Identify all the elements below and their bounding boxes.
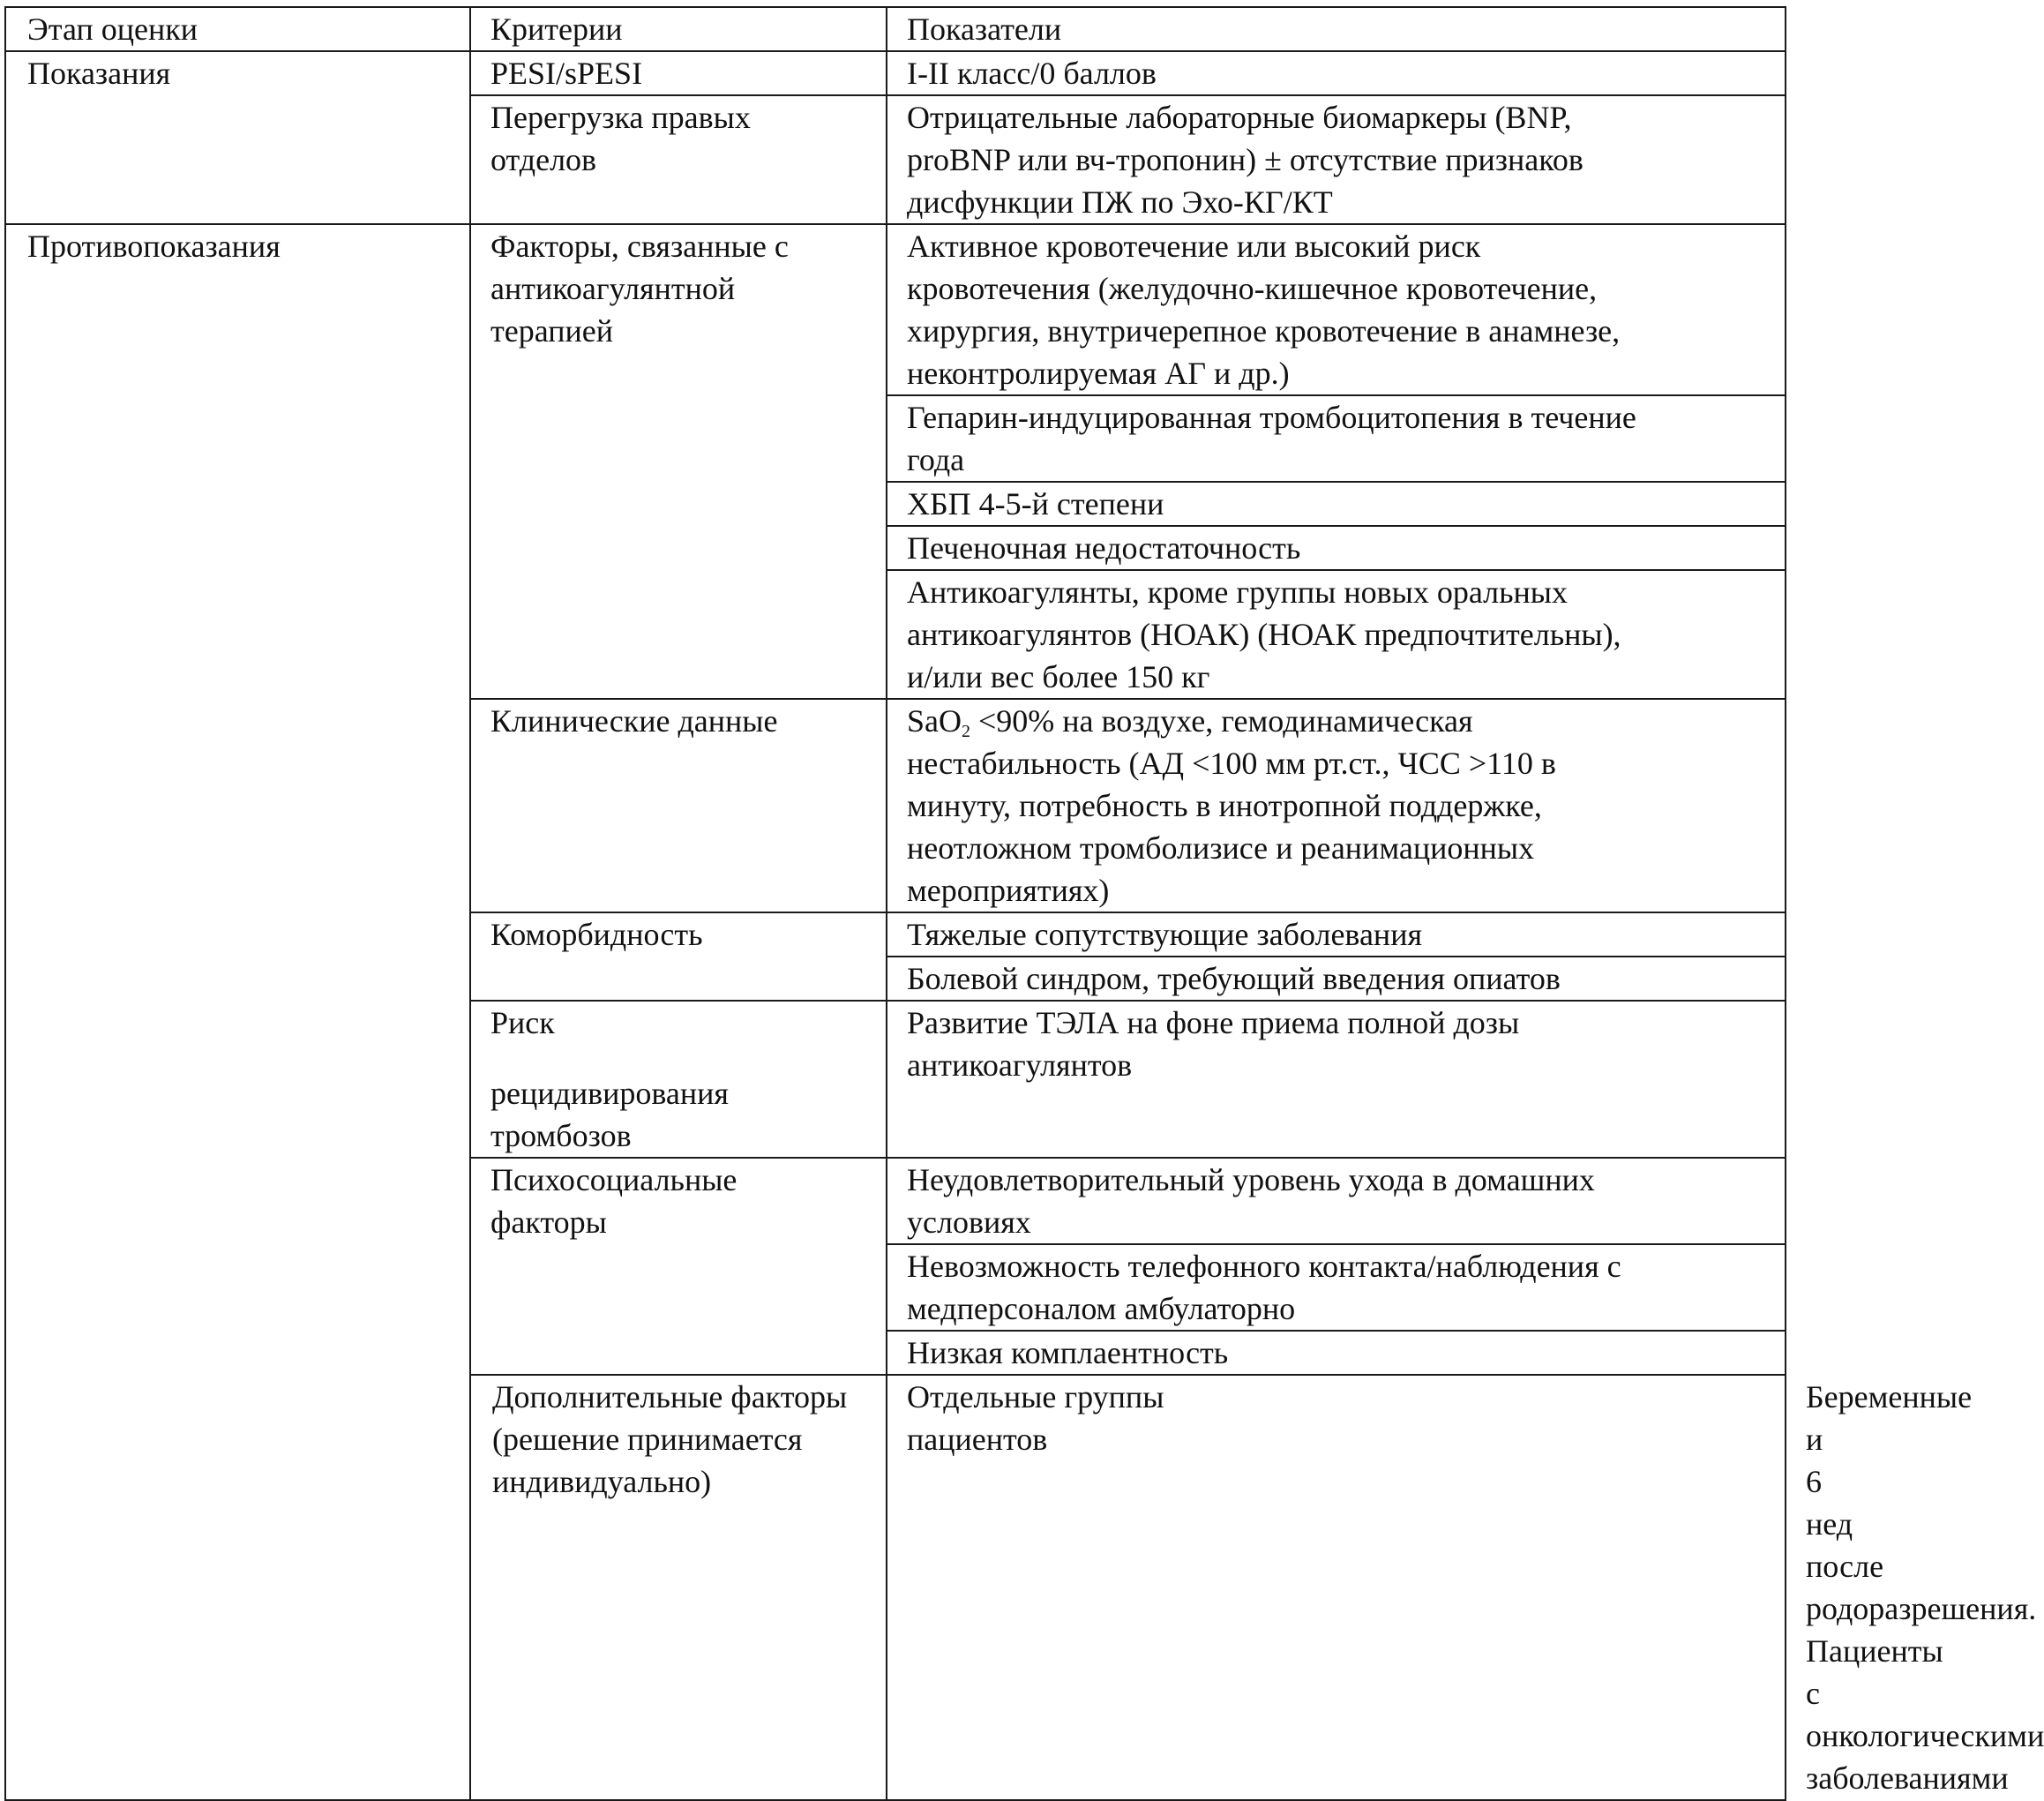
stage-contraindications: Противопоказания: [5, 224, 470, 1800]
header-indicators: Показатели: [887, 7, 1786, 51]
criterion-cell: Клинические данные: [470, 699, 887, 912]
table-row: [5, 224, 1786, 395]
indicator-cell: Отрицательные лабораторные биомаркеры (BNP, proBNP или вч-тропонин) ± отсутствие признаков дисфункции ПЖ по Эхо-КГ/КТ: [887, 95, 1786, 224]
criterion-cell: Факторы, связанные с антикоагулянтной терапией: [470, 224, 887, 699]
table-row: Дополнительные факторы (решение принимается индивидуально) Отдельные группы пациентов Беременные и 6 нед после родоразрешения. Пациенты с онкологическими заболеваниями: [5, 1375, 1786, 1800]
indicator-cell: ХБП 4-5-й степени: [887, 482, 1786, 526]
indicator-cell: I-II класс/0 баллов: [887, 51, 1786, 95]
indicator-cell: Невозможность телефонного контакта/наблюдения с медперсоналом амбулаторно: [887, 1244, 1786, 1331]
header-criteria: Критерии: [470, 7, 887, 51]
indicator-cell: Неудовлетворительный уровень ухода в домашних условиях: [887, 1158, 1786, 1244]
sao2-subscript: 2: [962, 722, 970, 741]
criterion-cell: Отдельные группы пациентов: [887, 1375, 1786, 1800]
stage-additional: Дополнительные факторы (решение принимается индивидуально): [470, 1375, 887, 1800]
criterion-cell: PESI/sPESI: [470, 51, 887, 95]
indicator-cell: Антикоагулянты, кроме группы новых оральных антикоагулянтов (НОАК) (НОАК предпочтительны), и/или вес более 150 кг: [887, 570, 1786, 699]
criterion-cell: Перегрузка правых отделов: [470, 95, 887, 224]
sao2-rest: <90% на воздухе, гемодинамическая нестабильность (АД <100 мм рт.ст., ЧСС >110 в минуту, потребность в инотропной поддержке, неотложном тромболизисе и реанимационных мероприятиях): [907, 703, 1556, 908]
indicator-cell: Низкая комплаентность: [887, 1331, 1786, 1375]
criterion-cell: Коморбидность: [470, 912, 887, 1001]
indicator-cell: Развитие ТЭЛА на фоне приема полной дозы антикоагулянтов: [887, 1001, 1786, 1158]
header-row: [5, 7, 1786, 51]
indicator-cell: Печеночная недостаточность: [887, 526, 1786, 570]
paragraph-gap: [490, 1044, 877, 1072]
indicator-cell: Активное кровотечение или высокий риск кровотечения (желудочно-кишечное кровотечение, хирургия, внутричерепное кровотечение в анамнезе, неконтролируемая АГ и др.): [887, 224, 1786, 395]
sao2-prefix: SaO: [907, 703, 962, 739]
header-stage: Этап оценки: [5, 7, 470, 51]
criteria-table: [4, 6, 2044, 1801]
indicator-cell: [887, 699, 1786, 912]
criterion-cell: Риск рецидивирования тромбозов: [470, 1001, 887, 1158]
criterion-cell: Психосоциальные факторы: [470, 1158, 887, 1375]
indicator-cell: Гепарин-индуцированная тромбоцитопения в течение года: [887, 395, 1786, 482]
indicator-cell: Болевой синдром, требующий введения опиатов: [887, 957, 1786, 1001]
stage-indications: Показания: [5, 51, 470, 224]
indicator-cell: Тяжелые сопутствующие заболевания: [887, 912, 1786, 957]
table-row: [5, 51, 1786, 95]
